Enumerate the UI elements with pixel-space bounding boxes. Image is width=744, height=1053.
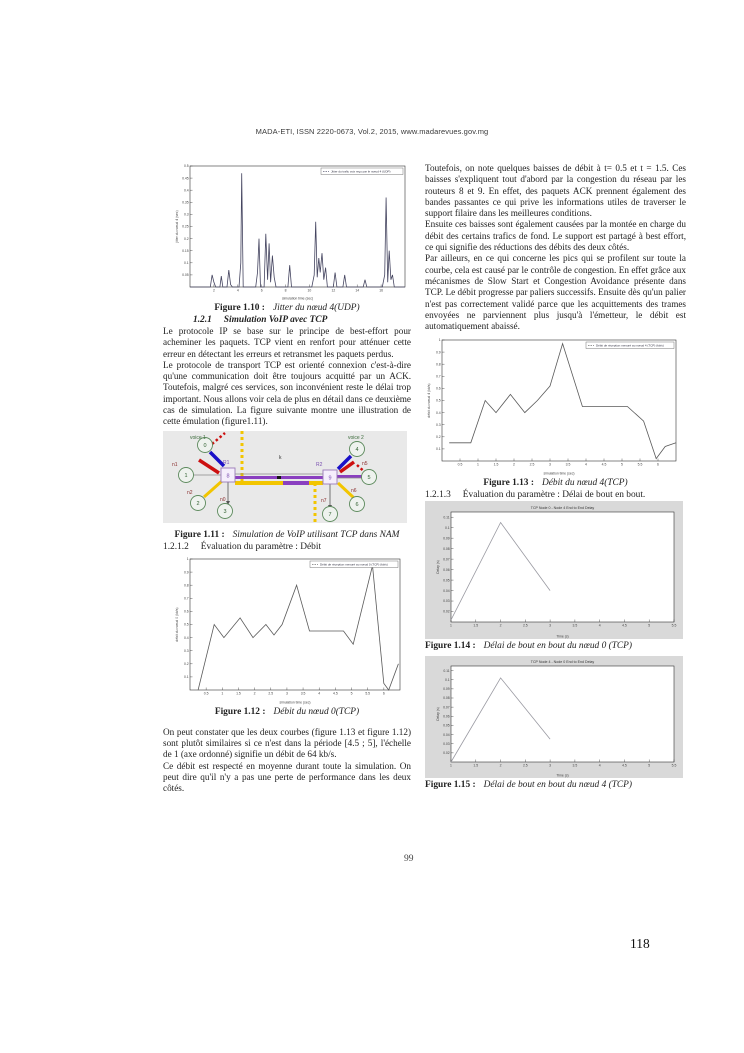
svg-text:2.5: 2.5 [529,462,535,467]
svg-text:0.6: 0.6 [183,609,189,614]
svg-text:0.04: 0.04 [443,589,450,594]
svg-text:6: 6 [260,288,263,293]
svg-text:1: 1 [186,556,189,561]
svg-text:5.5: 5.5 [365,691,371,696]
svg-text:0.2: 0.2 [435,435,441,440]
svg-text:débit du nœud 4 (kb/s): débit du nœud 4 (kb/s) [427,383,431,419]
svg-text:0.9: 0.9 [435,350,441,355]
svg-text:2: 2 [513,462,515,467]
svg-text:0.2: 0.2 [183,236,189,241]
svg-text:3: 3 [285,691,288,696]
svg-text:0.02: 0.02 [443,751,450,756]
svg-text:4.5: 4.5 [333,691,338,696]
svg-text:2: 2 [212,288,215,293]
paragraph: Par ailleurs, en ce qui concerne les pics qui se profilent sur toute la courbe, cela est causé par le contrôle de congestion. En effet grâce aux mécanismes de Slow Start et Congestion Avoidance présente dans TCP. Le débit progresse par paliers successifs. Ensuite dès qu'un palier n'est pas correctement validé parce que les acquittements des trames envoyées ne parviennent plus jusqu'à l'émetteur, le débit est automatiquement abaissé. [425,253,686,332]
figure-caption-text: Simulation de VoIP utilisant TCP dans NAM [232,529,400,540]
svg-text:0.6: 0.6 [435,387,441,392]
cbr-flow [283,481,309,485]
router-name-label: R2 [316,461,323,468]
svg-text:0.3: 0.3 [435,423,441,428]
svg-text:1: 1 [450,763,452,768]
svg-text:Delay (s): Delay (s) [436,560,440,575]
svg-text:4: 4 [598,623,601,628]
paragraph: On peut constater que les deux courbes (figure 1.13 et figure 1.12) sont plutôt similaires si ce n'est dans la période [4.5 ; 5], l'échelle de 1 (axe ordonné) signifie un débit de 64 kb/s. [163,726,411,760]
svg-text:0.9: 0.9 [183,569,189,574]
link-label: n2 [187,489,193,496]
svg-text:0.11: 0.11 [443,669,450,674]
svg-text:0.1: 0.1 [435,447,441,452]
svg-text:10: 10 [307,288,312,293]
svg-text:0.4: 0.4 [435,411,441,416]
svg-text:0.5: 0.5 [203,691,209,696]
svg-text:1: 1 [450,623,452,628]
paragraph: Ce débit est respecté en moyenne durant toute la simulation. On peut dire qu'il n'y a pas une perte de performance dans les deux côtés. [163,760,411,794]
svg-text:4: 4 [236,288,239,293]
svg-text:2.5: 2.5 [268,691,274,696]
node-label: 3 [223,508,227,515]
background-flow [235,481,323,485]
figure-label: Figure 1.15 : [425,780,476,791]
svg-text:0.2: 0.2 [183,661,189,666]
right-column [425,163,686,792]
svg-text:8: 8 [284,288,287,293]
svg-text:0.7: 0.7 [435,374,441,379]
volume-page-number: 118 [630,936,650,951]
svg-text:4: 4 [318,691,321,696]
svg-text:1.5: 1.5 [493,462,499,467]
svg-text:Delay (s): Delay (s) [436,707,440,722]
svg-text:0.03: 0.03 [443,599,450,604]
figure-label: Figure 1.10 : [214,303,265,313]
node-label: 2 [196,500,200,507]
figure-1-13-caption [425,478,686,489]
svg-text:1: 1 [221,691,224,696]
svg-text:1.5: 1.5 [473,623,479,628]
svg-text:5.5: 5.5 [637,462,643,467]
node-label: 7 [328,511,332,518]
svg-text:0.05: 0.05 [443,578,450,583]
svg-text:3: 3 [549,763,552,768]
svg-text:4: 4 [598,763,601,768]
left-column [163,161,411,794]
svg-text:TCP Node 0 - Node 4 End to End: TCP Node 0 - Node 4 End to End Delay [530,506,595,511]
node-label: 0 [203,442,207,449]
svg-text:Time (s): Time (s) [556,773,569,778]
svg-text:6: 6 [382,691,385,696]
svg-text:Time (s): Time (s) [556,634,569,639]
svg-text:TCP Node 4 - Node 0 End to End: TCP Node 4 - Node 0 End to End Delay [530,660,595,665]
svg-text:0.07: 0.07 [443,705,450,710]
link-label: n7 [321,497,327,504]
heading-1-2-1-3: 1.2.1.3 Évaluation du paramètre : Délai de bout en bout. [425,490,646,501]
svg-text:2: 2 [499,763,502,768]
link-label: n5 [362,460,368,467]
svg-text:3: 3 [549,462,551,467]
svg-text:0.45: 0.45 [182,176,189,181]
router-label: 9 [328,475,332,482]
svg-text:2: 2 [253,691,256,696]
link-label: n0 [220,496,226,503]
svg-text:0.25: 0.25 [182,224,189,229]
svg-text:3.5: 3.5 [572,763,578,768]
svg-text:Jitter du trafic voix reçu par: Jitter du trafic voix reçu par le nœud 4 (UDP) [331,169,391,174]
svg-text:6: 6 [657,462,659,467]
cbr-flow [337,475,363,478]
figure-label: Figure 1.14 : [425,641,476,652]
node-label: 4 [355,446,359,453]
router-label: 8 [226,473,230,480]
svg-text:2: 2 [499,623,502,628]
delay-chart-node0-tcp [425,501,683,639]
heading-1-2-1-2: 1.2.1.2 Évaluation du paramètre : Débit [163,541,322,552]
svg-text:0.11: 0.11 [443,515,450,520]
svg-text:3: 3 [549,623,552,628]
svg-text:16: 16 [379,288,384,293]
svg-text:0.02: 0.02 [443,610,450,615]
svg-text:0.35: 0.35 [182,200,189,205]
node-label: 6 [355,501,359,508]
figure-label: Figure 1.11 : [174,529,225,540]
svg-text:5: 5 [350,691,353,696]
svg-text:0.1: 0.1 [183,674,189,679]
svg-text:0.1: 0.1 [183,261,189,265]
svg-text:0.08: 0.08 [443,547,450,552]
svg-text:0.5: 0.5 [183,164,189,169]
svg-text:4.5: 4.5 [622,763,627,768]
svg-text:3.5: 3.5 [300,691,306,696]
link-label: k [279,454,282,461]
router-name-label: R1 [223,459,230,466]
figure-1-14-caption [425,641,686,652]
article-page-number: 99 [404,854,414,864]
journal-header: MADA-ETI, ISSN 2220-0673, Vol.2, 2015, www.madarevues.gov.mg [255,127,489,136]
paragraph: Le protocole IP se base sur le principe de best-effort pour acheminer les paquets. TCP vient en renfort pour atténuer cette erreur en détectant les erreurs et retransmet les paquets perdus. [163,326,411,359]
nam-network-diagram [163,431,407,523]
figure-1-12 [173,553,411,705]
svg-text:0.7: 0.7 [183,596,189,601]
jitter-chart-node4-udp [173,161,409,301]
figure-label: Figure 1.13 : [483,478,534,489]
svg-text:5: 5 [648,763,651,768]
svg-text:0.08: 0.08 [443,696,450,701]
voice2-label: voice 2 [348,434,364,441]
figure-caption-text: Débit du nœud 4(TCP) [541,478,628,489]
figure-1-11-caption [163,530,411,541]
svg-text:0.3: 0.3 [183,212,189,217]
figure-label: Figure 1.12 : [214,706,266,717]
svg-text:0.3: 0.3 [183,648,189,653]
svg-text:débit du nœud 0 (kb/s): débit du nœud 0 (kb/s) [175,607,179,642]
svg-text:1.5: 1.5 [236,691,241,696]
svg-text:0.09: 0.09 [443,536,450,541]
svg-text:simulation time (sec): simulation time (sec) [279,700,311,705]
svg-text:2.5: 2.5 [522,763,528,768]
svg-text:3.5: 3.5 [572,623,578,628]
svg-text:Débit de réception mesuré au n: Débit de réception mesuré au nœud 0 (TCP) (kb/s) [320,562,388,567]
svg-text:jitter du nœud 4 (sec): jitter du nœud 4 (sec) [175,210,179,243]
figure-caption-text: Jitter du nœud 4(UDP) [272,303,360,313]
svg-text:0.15: 0.15 [182,248,189,253]
voice1-label: voice 1 [190,434,206,441]
svg-text:0.4: 0.4 [183,635,189,640]
figure-1-12-caption [163,707,411,718]
link-label: n1 [172,461,178,468]
svg-text:0.5: 0.5 [457,462,463,467]
node-label: 5 [367,474,371,481]
svg-text:1: 1 [438,338,441,343]
svg-text:1.5: 1.5 [473,763,479,768]
heading-1-2-1: 1.2.1 Simulation VoIP avec TCP [193,315,328,325]
svg-text:0.8: 0.8 [435,362,441,367]
node-label: 1 [184,472,188,479]
svg-text:0.8: 0.8 [183,583,189,588]
figure-caption-text: Débit du nœud 0(TCP) [273,706,360,717]
svg-text:0.04: 0.04 [443,733,450,738]
svg-text:0.4: 0.4 [183,188,189,193]
paragraph: Ensuite ces baisses sont également causées par la montée en charge du débit des certains trafics de fond. Le support est partagé à best effort, ce qui signifie des réductions des débits des deux côtés. [425,219,686,253]
svg-text:14: 14 [355,288,360,293]
svg-text:0.05: 0.05 [182,273,189,278]
svg-text:0.07: 0.07 [443,557,450,562]
svg-text:0.5: 0.5 [435,399,441,404]
svg-text:0.1: 0.1 [444,526,450,531]
svg-text:12: 12 [331,288,336,293]
svg-text:0.5: 0.5 [183,622,189,627]
paragraph: Le protocole de transport TCP est orienté connexion c'est-à-dire qu'une communication doit être toujours acquitté par un ACK. Toutefois, malgré ces services, son inconvénient reste le délai trop important. Nous allons voir cela de plus en détail dans ce deuxième cas de simulation. La figure suivante montre une illustration de cette émulation (figure1.11). [163,359,411,427]
svg-text:1: 1 [477,462,479,467]
figure-1-15 [425,656,686,778]
svg-text:0.03: 0.03 [443,742,450,747]
figure-1-10-caption [163,303,411,314]
svg-text:5: 5 [648,623,651,628]
figure-1-13 [425,334,686,476]
svg-text:0.06: 0.06 [443,568,450,573]
throughput-chart-node0-tcp [173,553,405,705]
svg-text:0.09: 0.09 [443,687,450,692]
svg-text:0.06: 0.06 [443,714,450,719]
svg-text:simulation time (sec): simulation time (sec) [281,296,314,301]
figure-caption-text: Délai de bout en bout du nœud 4 (TCP) [483,780,633,791]
svg-text:5.5: 5.5 [671,623,677,628]
figure-1-14 [425,501,686,639]
delay-chart-node4-tcp [425,656,683,778]
svg-text:0.1: 0.1 [444,678,450,683]
figure-1-10 [173,161,411,301]
svg-text:Débit de réception mesuré au n: Débit de réception mesuré au nœud 4 (TCP) (kb/s) [596,343,664,348]
throughput-chart-node4-tcp [425,334,681,476]
figure-caption-text: Délai de bout en bout du nœud 0 (TCP) [483,641,633,652]
svg-text:4.5: 4.5 [622,623,627,628]
packet-marker [277,476,281,479]
link-label: n6 [351,487,357,494]
svg-text:5.5: 5.5 [671,763,677,768]
paragraph: Toutefois, on note quelques baisses de débit à t= 0.5 et t = 1.5. Ces baisses s'expliquent tout d'abord par la congestion du réseau par les routeurs 8 et 9. En effet, des paquets ACK prennent également des bandes passantes ce qui prive les informations utiles de traverser le support filaire dans les meilleures conditions. [425,163,686,219]
svg-text:2.5: 2.5 [522,623,528,628]
svg-text:3.5: 3.5 [565,462,571,467]
svg-text:4.5: 4.5 [601,462,607,467]
svg-text:5: 5 [621,462,623,467]
svg-text:0.05: 0.05 [443,724,450,729]
figure-1-15-caption [425,780,686,791]
svg-text:simulation time (sec): simulation time (sec) [543,471,575,476]
svg-text:4: 4 [585,462,587,467]
